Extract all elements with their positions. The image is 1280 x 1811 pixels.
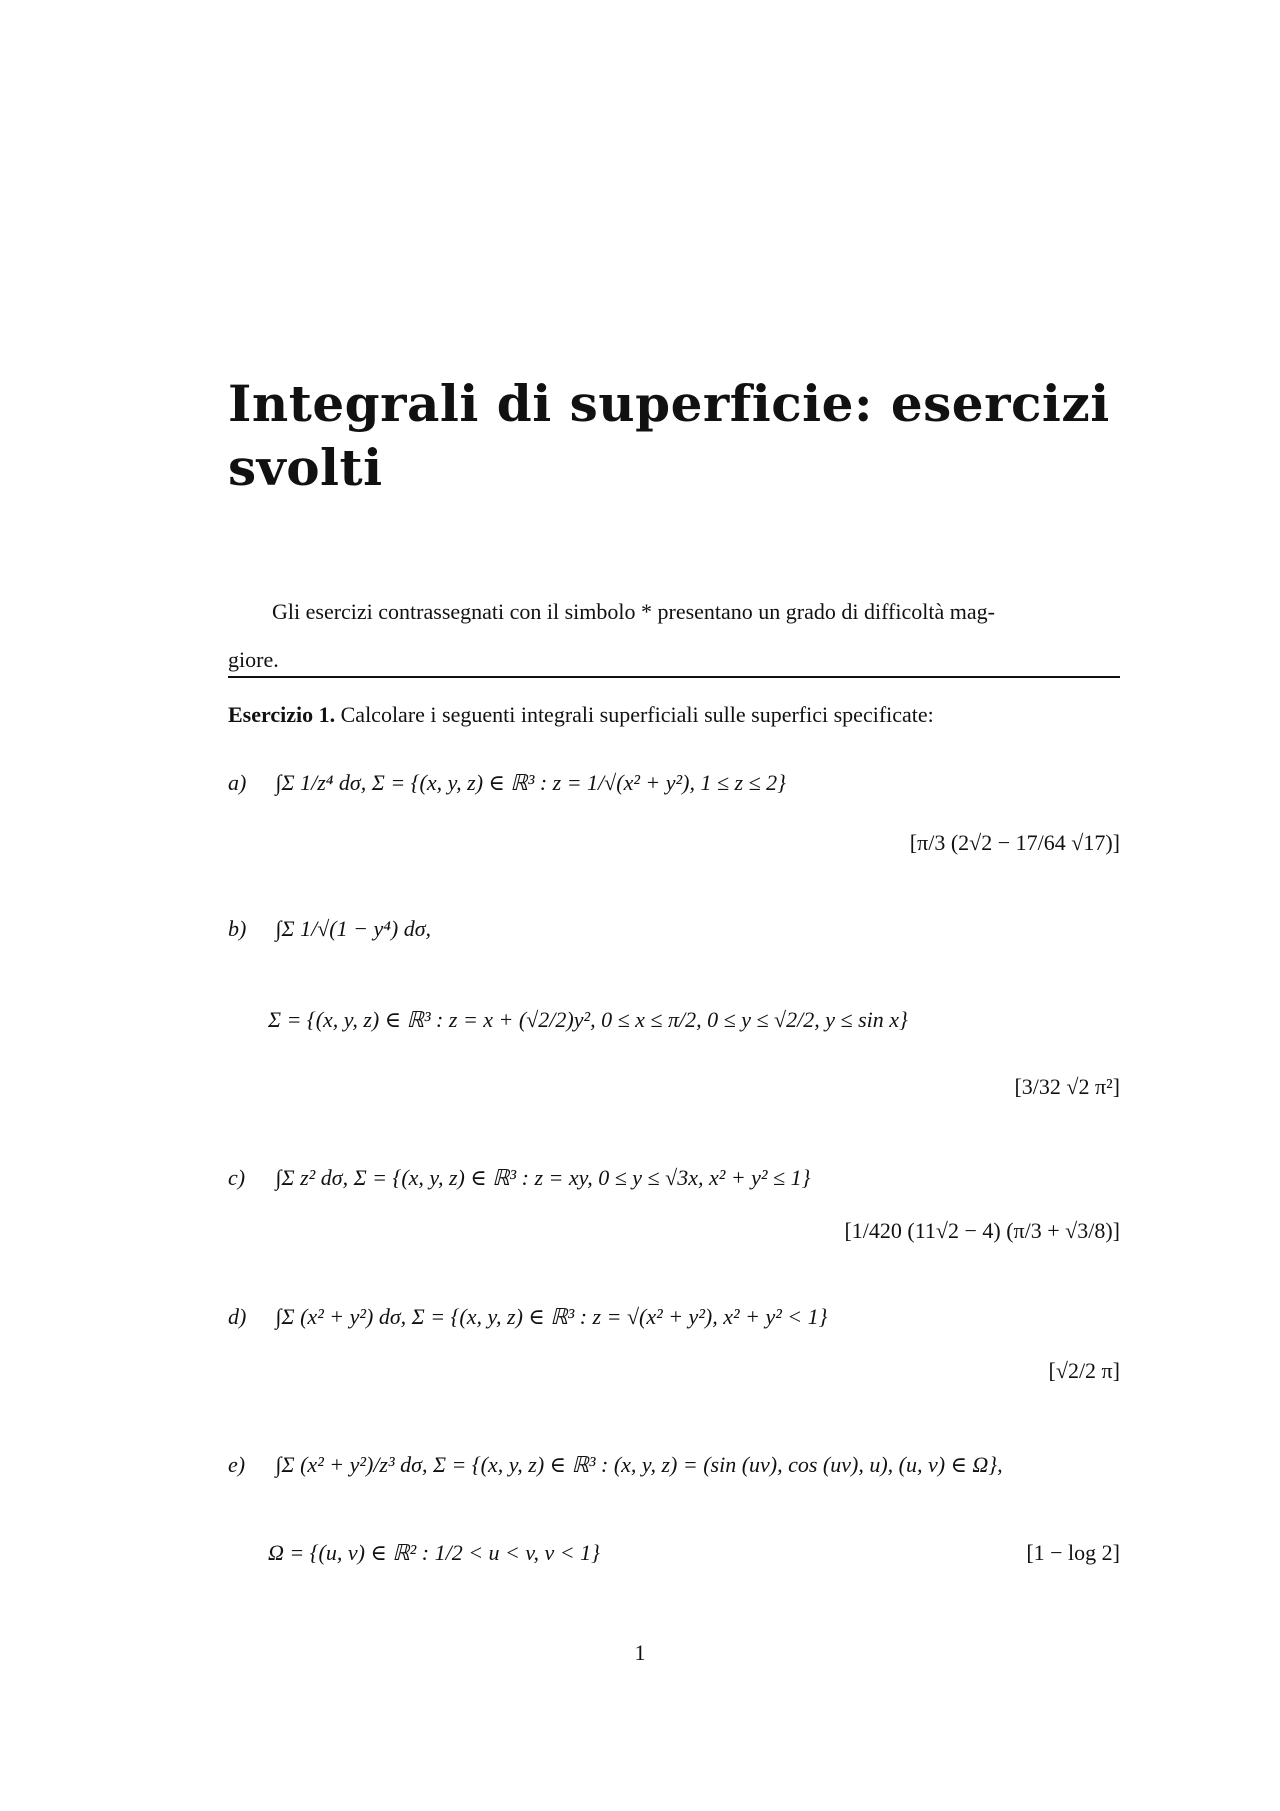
item-d [228,1302,1120,1332]
item-integral: ∫Σ (x² + y²) dσ, Σ = {(x, y, z) ∈ ℝ³ : z = √(x² + y²), x² + y² < 1} [275,1304,828,1329]
item-label: c) [228,1165,246,1190]
horizontal-rule [228,676,1120,678]
item-c-answer: [1/420 (11√2 − 4) (π/3 + √3/8)] [844,1218,1120,1243]
item-c [228,1163,1120,1193]
exercise-number: Esercizio 1. [228,702,336,727]
item-integral: ∫Σ 1/z⁴ dσ, Σ = {(x, y, z) ∈ ℝ³ : z = 1/√(x² + y²), 1 ≤ z ≤ 2} [275,770,786,795]
item-e [228,1450,1120,1480]
intro-paragraph [228,588,1120,684]
item-integral: ∫Σ 1/√(1 − y⁴) dσ, [275,916,432,941]
page-title: Integrali di superficie: esercizi svolti [228,374,1110,497]
item-domain: Ω = {(u, v) ∈ ℝ² : 1/2 < u < v, v < 1} [268,1540,600,1565]
item-e-answer: [1 − log 2] [1026,1540,1120,1565]
exercise-heading [228,700,1128,730]
item-label: a) [228,770,247,795]
item-b-answer: [3/32 √2 π²] [1014,1074,1120,1099]
item-b-domain [268,1005,1160,1035]
intro-line-2: giore. [228,647,279,672]
item-d-answer: [√2/2 π] [1048,1358,1120,1383]
item-domain: Σ = {(x, y, z) ∈ ℝ³ : z = x + (√2/2)y², 0 ≤ x ≤ π/2, 0 ≤ y ≤ √2/2, y ≤ sin x} [268,1007,908,1032]
item-integral: ∫Σ z² dσ, Σ = {(x, y, z) ∈ ℝ³ : z = xy, 0 ≤ y ≤ √3x, x² + y² ≤ 1} [275,1165,811,1190]
item-label: d) [228,1304,247,1329]
item-a [228,768,1120,798]
item-label: e) [228,1452,246,1477]
intro-line-1: Gli esercizi contrassegnati con il simbolo * presentano un grado di difficoltà mag- [272,599,995,624]
item-label: b) [228,916,247,941]
item-integral: ∫Σ (x² + y²)/z³ dσ, Σ = {(x, y, z) ∈ ℝ³ : (x, y, z) = (sin (uv), cos (uv), u), (u, v) ∈ Ω}, [275,1452,1003,1477]
exercise-instruction: Calcolare i seguenti integrali superficiali sulle superfici specificate: [340,702,934,727]
page-number: 1 [634,1640,646,1665]
item-b [228,914,1120,944]
item-a-answer: [π/3 (2√2 − 17/64 √17)] [909,830,1120,855]
